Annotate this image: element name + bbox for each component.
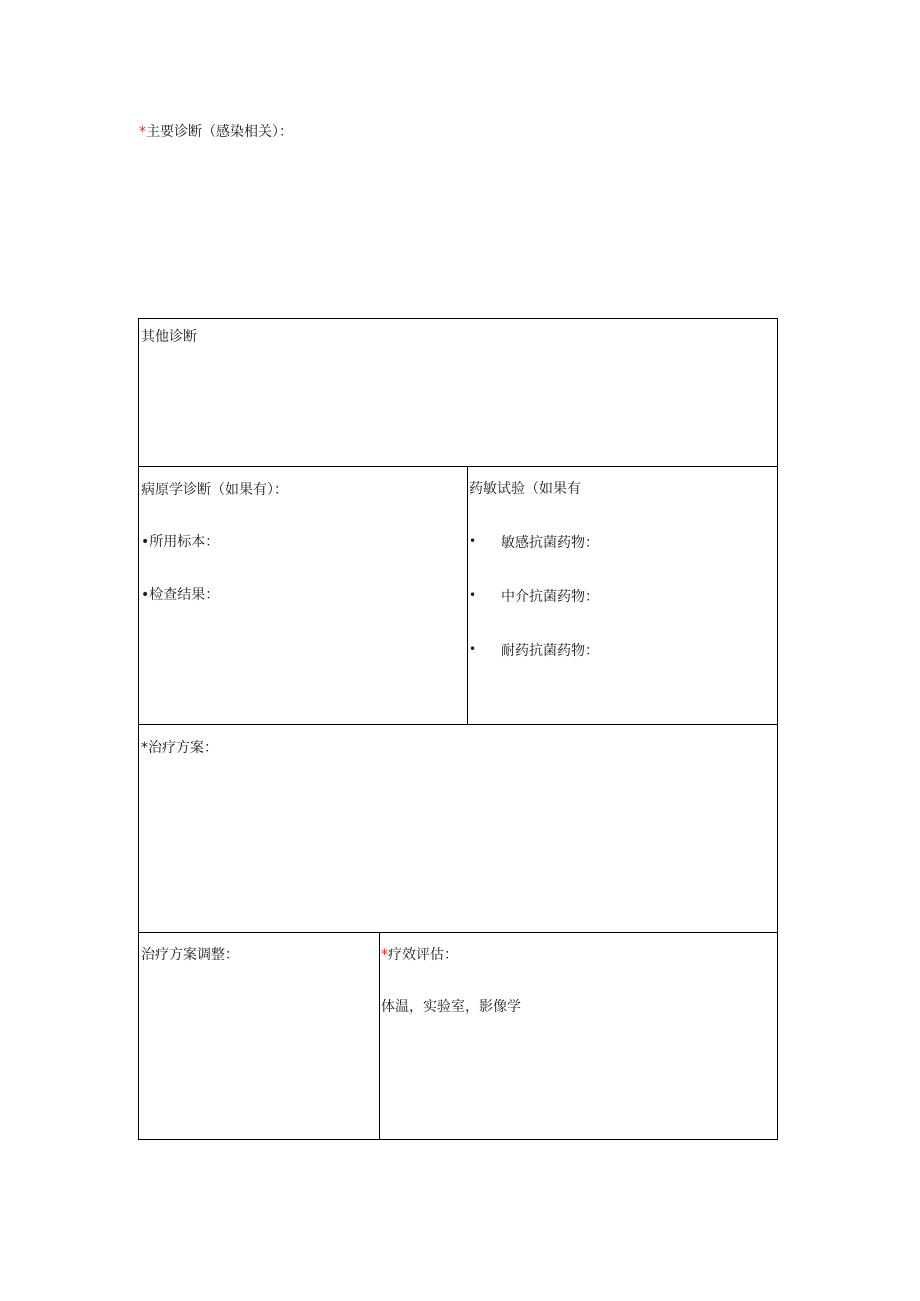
- required-mark: *: [141, 740, 148, 756]
- column-divider: [467, 466, 468, 724]
- other-diagnosis-label: 其他诊断: [141, 329, 197, 345]
- efficacy-evaluation-label: [381, 944, 458, 964]
- required-mark: *: [139, 124, 146, 140]
- efficacy-evaluation-text: 疗效评估：: [388, 947, 458, 963]
- test-result-label: •检查结果：: [141, 587, 220, 603]
- row-divider: [139, 932, 777, 933]
- main-diagnosis-text: 主要诊断（感染相关）：: [146, 124, 293, 140]
- sensitive-antibiotics-label: 敏感抗菌药物：: [501, 535, 599, 551]
- diagnosis-form-table: [138, 318, 778, 1140]
- list-bullet: •: [469, 534, 477, 548]
- column-divider: [379, 932, 380, 1140]
- list-bullet: •: [469, 588, 477, 602]
- susceptibility-test-label: 药敏试验（如果有: [469, 481, 581, 497]
- row-divider: [139, 466, 777, 467]
- list-bullet: •: [469, 642, 477, 656]
- treatment-plan-label: [141, 737, 218, 757]
- row-divider: [139, 724, 777, 725]
- specimen-label: •所用标本：: [141, 534, 220, 550]
- intermediate-antibiotics-label: 中介抗菌药物：: [501, 589, 599, 605]
- efficacy-detail: 体温，实验室，影像学: [381, 999, 521, 1015]
- required-mark: *: [381, 947, 388, 963]
- plan-adjustment-label: 治疗方案调整：: [141, 947, 239, 963]
- resistant-antibiotics-label: 耐药抗菌药物：: [501, 643, 599, 659]
- pathogen-diagnosis-label: 病原学诊断（如果有）：: [141, 482, 288, 498]
- treatment-plan-text: 治疗方案：: [148, 740, 218, 756]
- main-diagnosis-label: [139, 121, 293, 141]
